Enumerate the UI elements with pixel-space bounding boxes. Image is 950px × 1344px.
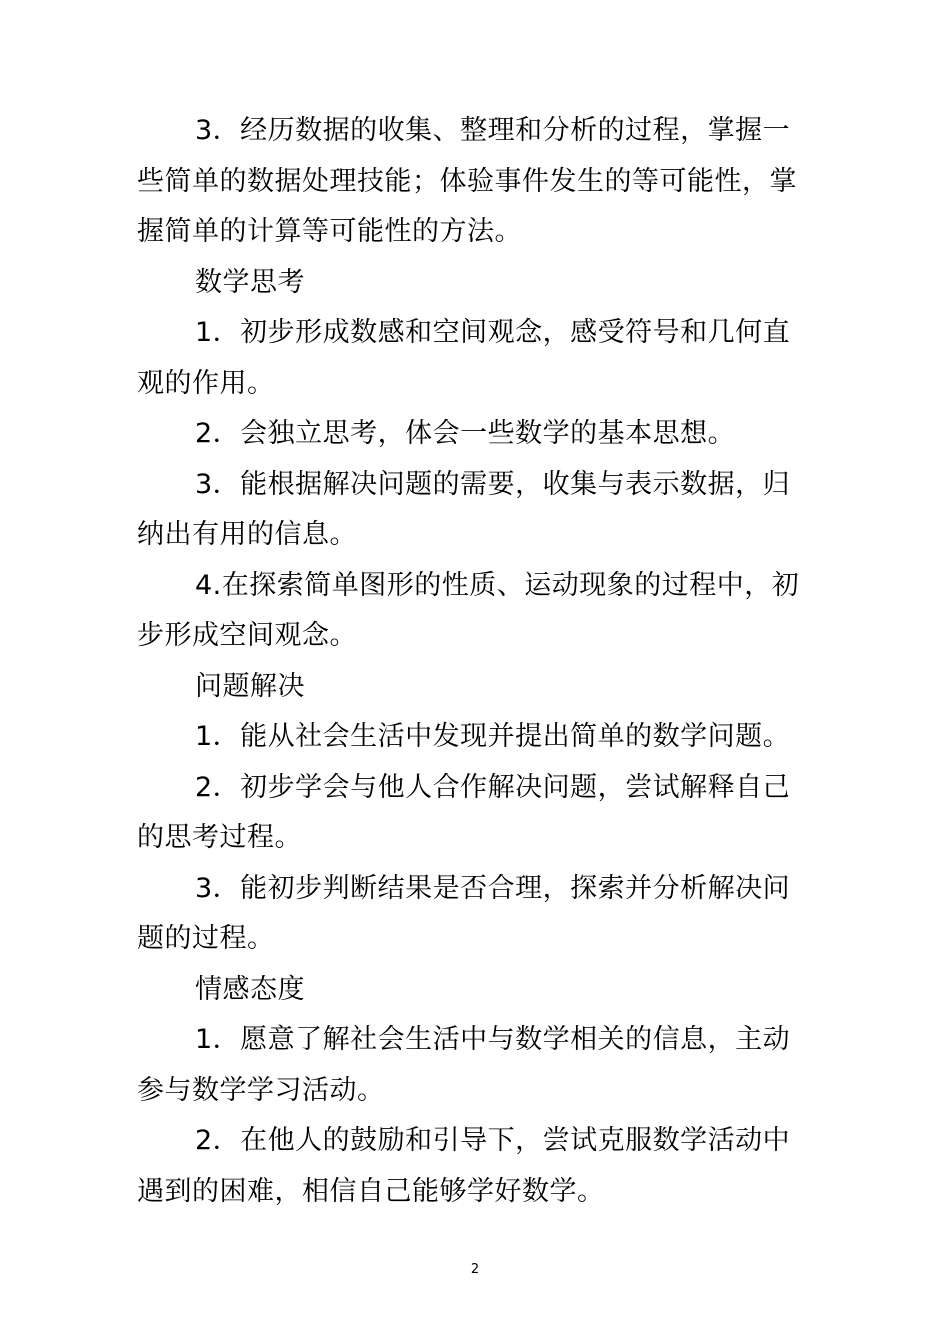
heading-problem-solving: 问题解决: [195, 670, 305, 702]
paragraph-independent-thinking: 2．会独立思考，体会一些数学的基本思想。: [195, 418, 736, 449]
paragraph-data-processing: 3．经历数据的收集、整理和分析的过程，掌握一些简单的数据处理技能；体验事件发生的等可能性，掌握简单的计算等可能性的方法。: [137, 115, 797, 247]
document-body: [137, 106, 802, 1217]
paragraph-explore-shapes: 4.在探索简单图形的性质、运动现象的过程中，初步形成空间观念。: [137, 569, 800, 651]
paragraph-cooperate: 2．初步学会与他人合作解决问题，尝试解释自己的思考过程。: [137, 771, 791, 853]
paragraph-overcome-difficulties: 2．在他人的鼓励和引导下，尝试克服数学活动中遇到的困难，相信自己能够学好数学。: [137, 1125, 791, 1207]
paragraph-number-sense: 1．初步形成数感和空间观念，感受符号和几何直观的作用。: [137, 317, 791, 399]
paragraph-interest: 1．愿意了解社会生活中与数学相关的信息，主动参与数学学习活动。: [137, 1024, 791, 1106]
paragraph-find-problems: 1．能从社会生活中发现并提出简单的数学问题。: [195, 721, 791, 752]
paragraph-judge-results: 3．能初步判断结果是否合理，探索并分析解决问题的过程。: [137, 872, 791, 954]
heading-emotional-attitude: 情感态度: [195, 973, 305, 1005]
heading-math-thinking: 数学思考: [195, 266, 305, 298]
page-number: 2: [470, 1262, 480, 1277]
paragraph-collect-data: 3．能根据解决问题的需要，收集与表示数据，归纳出有用的信息。: [137, 468, 791, 550]
